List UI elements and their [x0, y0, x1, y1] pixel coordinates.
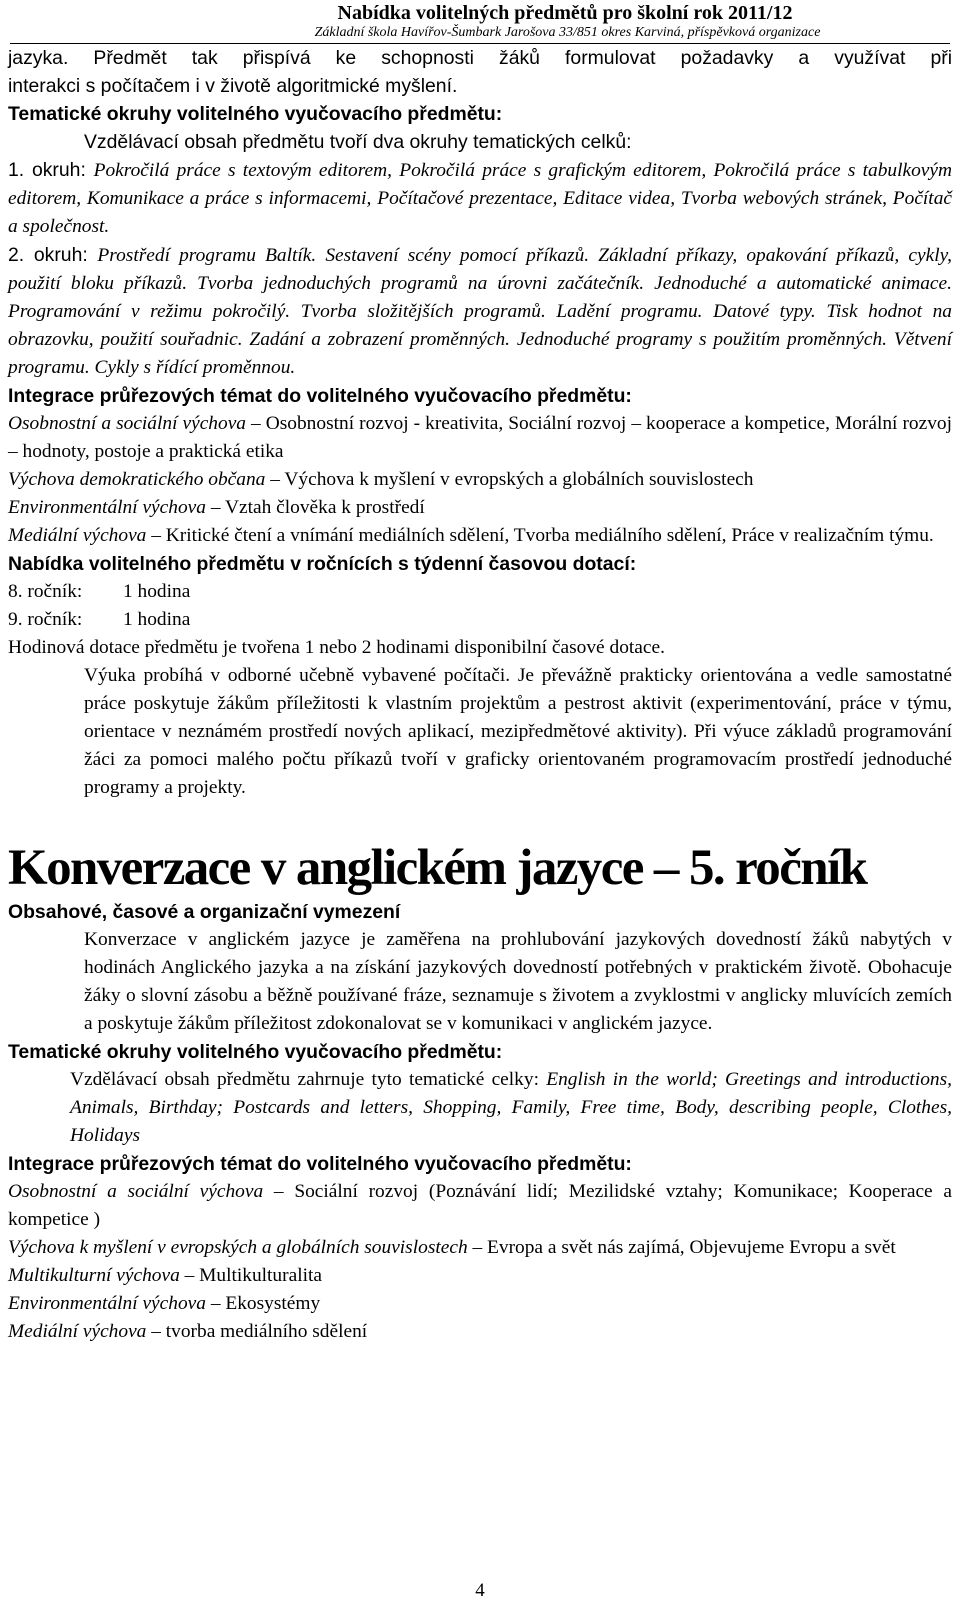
- theme-osobnostni-2: [8, 1178, 952, 1234]
- rocnik-8-value: 1 hodina: [123, 581, 191, 602]
- theme-osobnostni: [8, 410, 952, 466]
- theme-evropske: [8, 1234, 952, 1262]
- paragraph-obsah-2: [8, 1066, 952, 1150]
- theme-name: Mediální výchova: [8, 1321, 147, 1342]
- header-subtitle: Základní škola Havířov-Šumbark Jarošova 33/851 okres Karviná, příspěvková organizace: [314, 25, 821, 40]
- obsah-lead: Vzdělávací obsah předmětu zahrnuje tyto tematické celky:: [70, 1069, 547, 1090]
- paragraph-intro-1: jazyka. Předmět tak přispívá ke schopnosti žáků formulovat požadavky a využívat při: [8, 47, 952, 69]
- theme-multikulturni: [8, 1262, 952, 1290]
- rocnik-9-row: [8, 606, 952, 634]
- theme-environmentalni-2: [8, 1290, 952, 1318]
- theme-medialni: [8, 522, 952, 550]
- theme-text: – Osobnostní rozvoj - kreativita, Sociální rozvoj – kooperace a kompetice, Morální rozvoj – hodnoty, postoje a praktická etika: [8, 413, 953, 462]
- paragraph-okruh-1: [8, 156, 952, 241]
- okruh-2-label: 2. okruh:: [8, 244, 98, 266]
- obsah-topics: English in the world; Greetings and introductions, Animals, Birthday; Postcards and letters, Shopping, Family, Free time, Body, describing people, Clothes, Holidays: [70, 1069, 952, 1146]
- document-body: [8, 44, 952, 1346]
- theme-text: – Vztah člověka k prostředí: [205, 497, 425, 518]
- theme-text: – Sociální rozvoj (Poznávání lidí; Mezilidské vztahy; Komunikace; Kooperace a kompetice ): [8, 1181, 952, 1230]
- okruh-1-text: Pokročilá práce s textovým editorem, Pokročilá práce s grafickým editorem, Pokročilá práce s tabulkovým editorem, Komunikace a práce s informacemi, Počítačové prezentace, Editace videa, Tvorba webových stránek, Počítač a společnost.: [8, 160, 952, 237]
- okruh-2-text: Prostředí programu Baltík. Sestavení scény pomocí příkazů. Základní příkazy, opakování příkazů, cykly, použití bloku příkazů. Tvorba jednoduchých programů na úrovni začátečník. Jednoduché a automatické animace. Programování v režimu pokročilý. Tvorba složitějších programů. Ladění programu. Datové typy. Tisk hodnot na obrazovku, použití souřadnic. Zadání a zobrazení proměnných. Jednoduché programy s použitím proměnných. Větvení programu. Cykly s řídící proměnnou.: [8, 245, 953, 378]
- theme-environmentalni: [8, 494, 952, 522]
- theme-name: Environmentální výchova: [8, 1293, 206, 1314]
- theme-text: – Ekosystémy: [205, 1293, 321, 1314]
- theme-text: – Kritické čtení a vnímání mediálních sdělení, Tvorba mediálního sdělení, Práce v realizačním týmu.: [146, 525, 934, 546]
- theme-name: Environmentální výchova: [8, 497, 206, 518]
- rocnik-9-value: 1 hodina: [123, 609, 191, 630]
- theme-name: Osobnostní a sociální výchova: [8, 1181, 264, 1202]
- rocnik-8-label: 8. ročník:: [8, 581, 83, 602]
- theme-text: – Evropa a svět nás zajímá, Objevujeme Evropu a svět: [467, 1237, 896, 1258]
- paragraph-okruh-2: [8, 241, 952, 382]
- rocnik-8-row: [8, 578, 952, 606]
- paragraph-vyuka: Výuka probíhá v odborné učebně vybavené počítači. Je převážně prakticky orientována a vedle samostatné práce poskytuje žákům příležitosti k vlastním projektům a pestrost aktivit (experimentování, práce v týmu, orientace v neznámém prostředí nových aplikací, mezipředmětové aktivity). Při výuce základů programování žáci za pomoci malého počtu příkazů tvoří v graficky orientovaném programovacím prostředí jednoduché programy a projekty.: [84, 665, 952, 798]
- paragraph-konverzace: Konverzace v anglickém jazyce je zaměřena na prohlubování jazykových dovedností žáků nabytých v hodinách Anglického jazyka a na získání jazykových dovedností potřebných v praktickém životě. Obohacuje žáky o slovní zásobu a běžně používané fráze, seznamuje s životem a zvyklostmi v anglicky mluvících zemích a poskytuje žákům příležitost zdokonalovat se v komunikaci v anglickém jazyce.: [84, 929, 952, 1034]
- theme-name: Osobnostní a sociální výchova: [8, 413, 247, 434]
- heading-obsahove: Obsahové, časové a organizační vymezení: [8, 901, 401, 923]
- heading-tematicke-okruhy-2: Tematické okruhy volitelného vyučovacího předmětu:: [8, 1041, 503, 1063]
- heading-tematicke-okruhy: Tematické okruhy volitelného vyučovacího předmětu:: [8, 103, 503, 125]
- theme-demokraticke: [8, 466, 952, 494]
- page-number: 4: [475, 1580, 485, 1601]
- rocnik-9-label: 9. ročník:: [8, 609, 83, 630]
- heading-integrace-2: Integrace průřezových témat do volitelného vyučovacího předmětu:: [8, 1153, 632, 1175]
- header-title: Nabídka volitelných předmětů pro školní rok 2011/12: [337, 2, 793, 24]
- theme-medialni-2: [8, 1318, 952, 1346]
- theme-name: Mediální výchova: [8, 525, 147, 546]
- paragraph-obsah: Vzdělávací obsah předmětu tvoří dva okruhy tematických celků:: [84, 131, 632, 153]
- heading-integrace: Integrace průřezových témat do volitelného vyučovacího předmětu:: [8, 385, 632, 407]
- heading-nabidka: Nabídka volitelného předmětu v ročnících s týdenní časovou dotací:: [8, 553, 637, 575]
- theme-text: – Výchova k myšlení v evropských a globálních souvislostech: [265, 469, 754, 490]
- theme-name: Multikulturní výchova: [8, 1265, 180, 1286]
- okruh-1-label: 1. okruh:: [8, 159, 94, 181]
- paragraph-dotace: Hodinová dotace předmětu je tvořena 1 nebo 2 hodinami disponibilní časové dotace.: [8, 637, 665, 658]
- theme-text: – Multikulturalita: [179, 1265, 322, 1286]
- theme-name: Výchova k myšlení v evropských a globálních souvislostech: [8, 1237, 468, 1258]
- section-title: Konverzace v anglickém jazyce – 5. ročník: [8, 840, 867, 896]
- theme-text: – tvorba mediálního sdělení: [146, 1321, 368, 1342]
- paragraph-intro-2: interakci s počítačem i v životě algoritmické myšlení.: [8, 75, 458, 97]
- theme-name: Výchova demokratického občana: [8, 469, 266, 490]
